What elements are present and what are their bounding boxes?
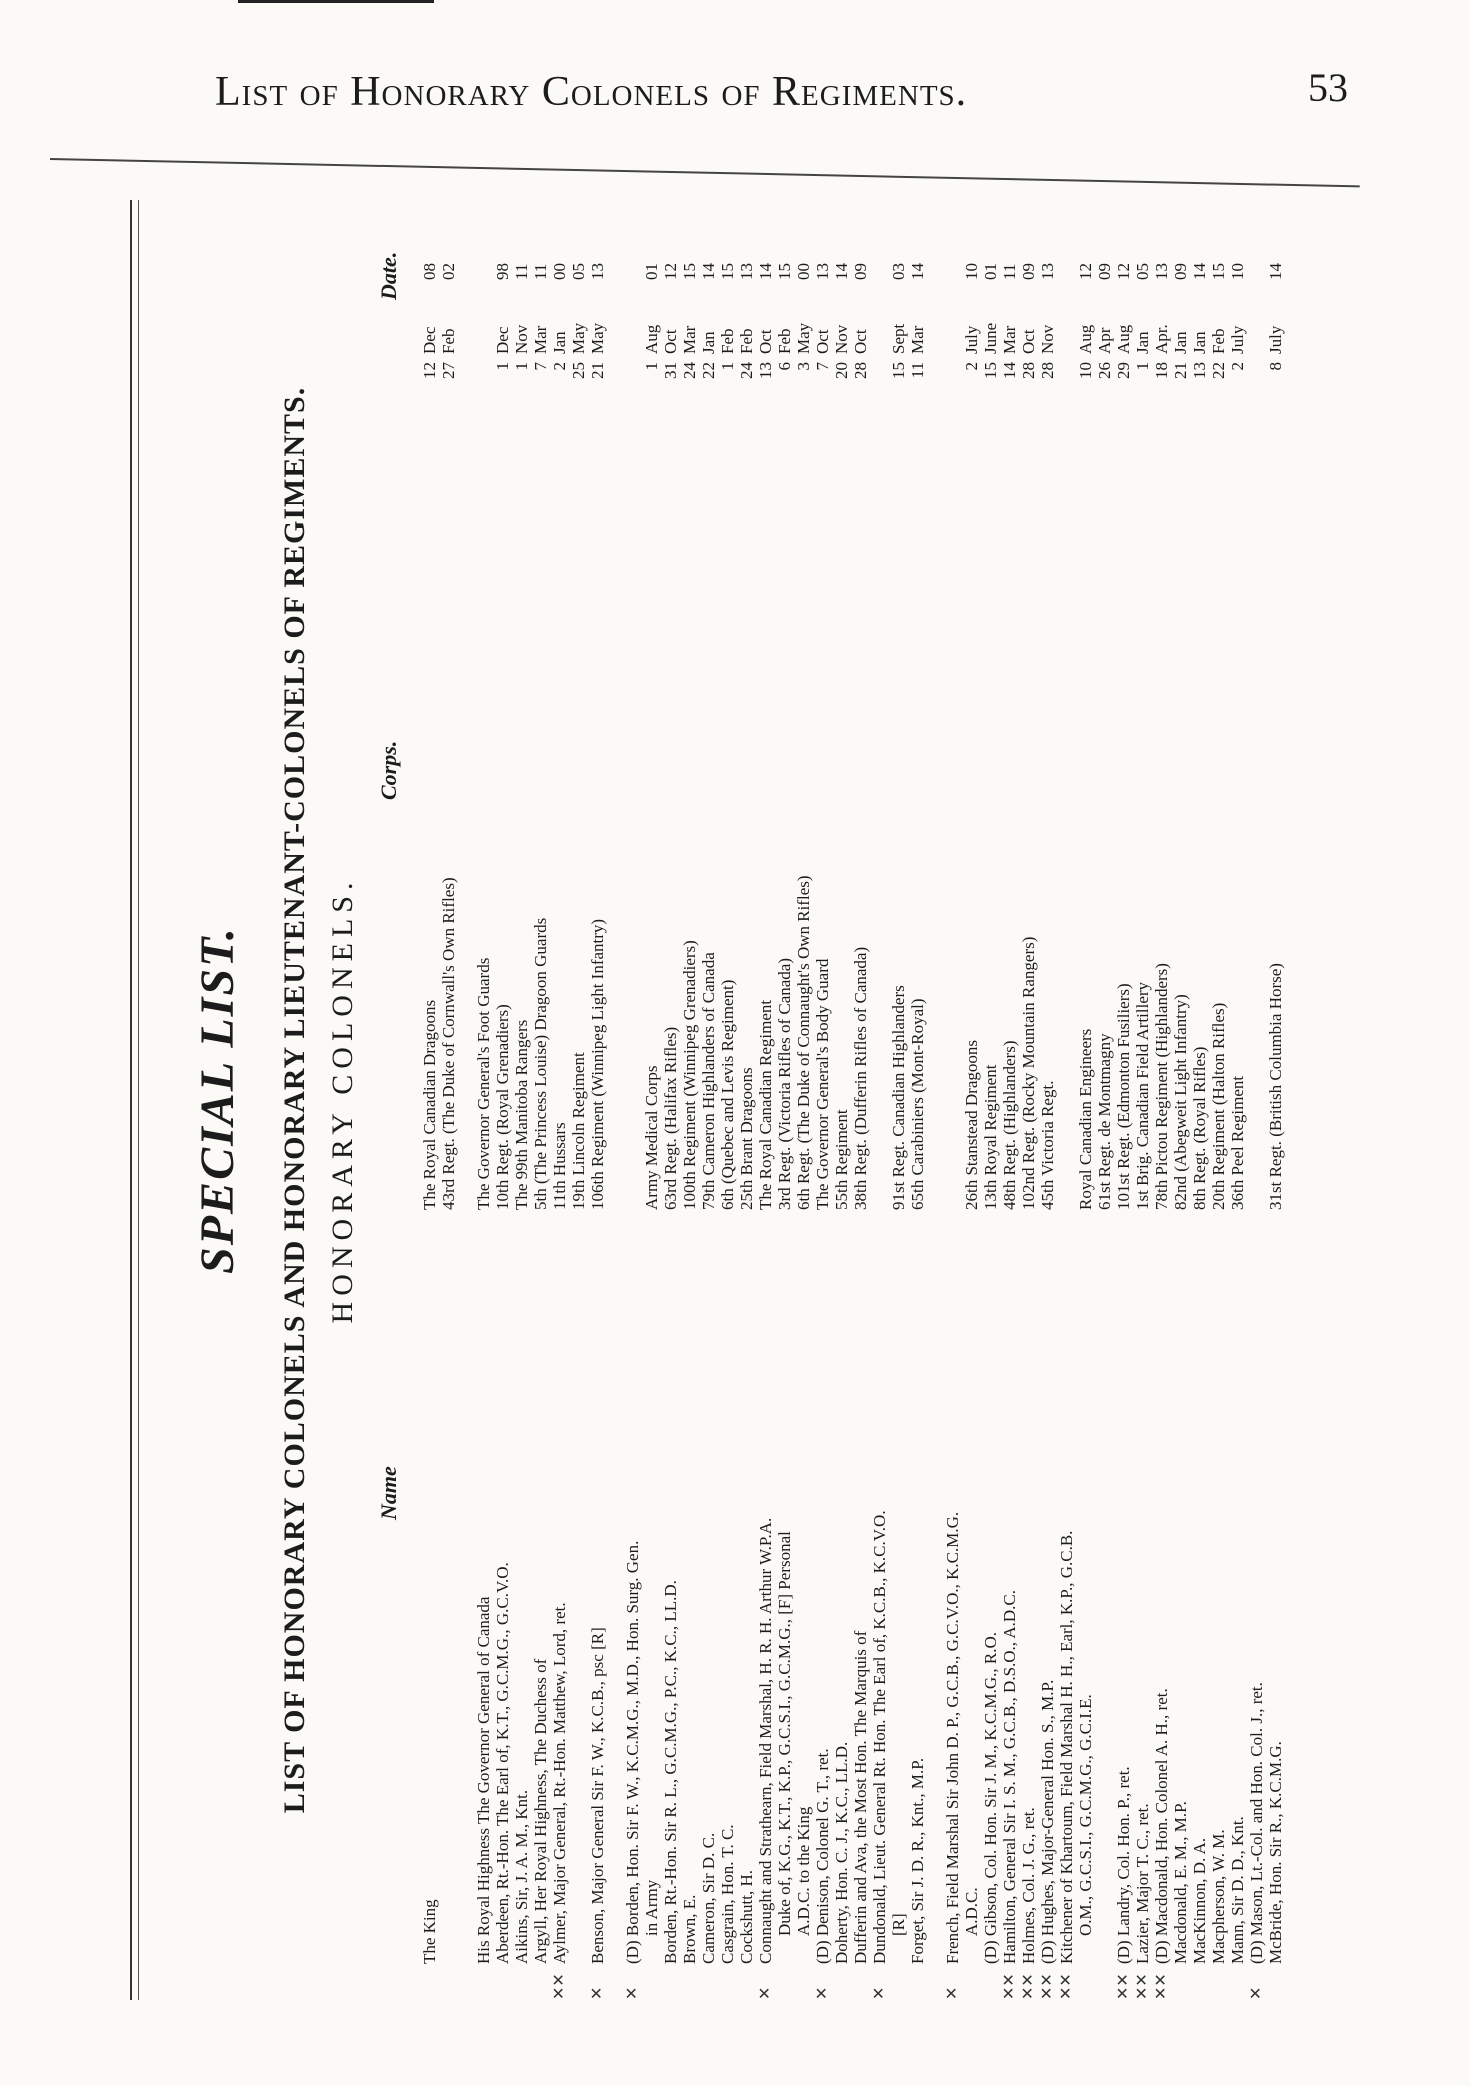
list-row — [794, 200, 813, 2000]
corps-name: 25th Brant Dragoons — [737, 1067, 756, 1210]
date-month: May — [588, 322, 607, 354]
double-rule — [130, 200, 132, 2000]
list-row — [870, 200, 889, 2000]
colonel-name: in Army — [642, 1879, 661, 1936]
date-year: 14 — [1190, 263, 1209, 280]
date-day: 8 — [1266, 362, 1285, 371]
date-day: 25 — [569, 362, 588, 379]
list-row — [1152, 200, 1171, 2000]
colonel-name: Aberdeen, Rt.-Hon. The Earl of, K.T., G.C.M.G., G.C.V.O. — [493, 1562, 512, 1964]
colonel-name: Lazier, Major T. C., ret. — [1133, 1803, 1152, 1964]
colonel-name: Casgrain, Hon. T. C. — [718, 1824, 737, 1964]
date-month: Jan — [1190, 331, 1209, 354]
date-month: Jan — [1133, 331, 1152, 354]
colonel-name: (D) Macdonald, Hon. Colonel A. H., ret. — [1152, 1688, 1171, 1964]
colonel-name: Brown, E. — [680, 1894, 699, 1964]
column-header-date: Date. — [376, 251, 401, 300]
date-month: Nov — [1038, 324, 1057, 354]
corps-name: 63rd Regt. (Halifax Rifles) — [661, 1026, 680, 1210]
date-day: 7 — [531, 362, 550, 371]
margin-mark: ✕ — [1248, 1986, 1265, 2000]
corps-name: 3rd Regt. (Victoria Rifles of Canada) — [775, 957, 794, 1210]
date-month: Oct — [813, 329, 832, 354]
list-row — [908, 200, 927, 2000]
colonel-name: Doherty, Hon. C. J., K.C., LL.D. — [832, 1741, 851, 1964]
date-month: Apr. — [1152, 324, 1171, 354]
corps-name: 82nd (Abegweit Light Infantry) — [1171, 994, 1190, 1210]
date-day: 12 — [420, 362, 439, 379]
list-row — [756, 200, 775, 2000]
list-row — [1114, 200, 1133, 2000]
corps-name: 55th Regiment — [832, 1109, 851, 1210]
date-month: June — [981, 322, 1000, 354]
list-row — [981, 200, 1000, 2000]
date-day: 1 — [718, 362, 737, 371]
column-header-name: Name — [376, 1466, 401, 1520]
colonel-name: (D) Gibson, Col. Hon. Sir J. M., K.C.M.G., R.O. — [981, 1632, 1000, 1964]
date-day: 18 — [1152, 362, 1171, 379]
column-header-corps: Corps. — [376, 740, 401, 800]
date-day: 11 — [908, 362, 927, 379]
colonel-name: Macdonald, E. M., M.P. — [1171, 1801, 1190, 1964]
date-year: 00 — [794, 263, 813, 280]
date-year: 01 — [642, 263, 661, 280]
corps-name: 79th Cameron Highlanders of Canada — [699, 952, 718, 1210]
colonel-name: Macpherson, W. M. — [1209, 1829, 1228, 1964]
colonel-name: Aylmer, Major General, Rt.-Hon. Matthew, Lord, ret. — [550, 1602, 569, 1964]
list-row — [813, 200, 832, 2000]
date-year: 03 — [889, 263, 908, 280]
date-day: 27 — [439, 362, 458, 379]
margin-mark: ✕✕ — [551, 1973, 568, 2000]
date-month: Dec — [420, 326, 439, 354]
colonel-name: Duke of, K.G., K.T., K.P., G.C.S.I., G.C.M.G., [F] Personal — [775, 1531, 794, 1936]
date-month: Nov — [512, 324, 531, 354]
list-group — [943, 200, 1285, 2000]
margin-mark: ✕✕ — [1134, 1973, 1151, 2000]
corps-name: 36th Peel Regiment — [1228, 1075, 1247, 1210]
date-day: 22 — [1209, 362, 1228, 379]
date-month: Jan — [550, 331, 569, 354]
colonel-name: Borden, Rt.-Hon. Sir R. L., G.C.M.G., P.C., K.C., LL.D. — [661, 1580, 680, 1964]
date-year: 10 — [1228, 263, 1247, 280]
corps-name: 106th Regiment (Winnipeg Light Infantry) — [588, 918, 607, 1210]
date-month: July — [962, 325, 981, 354]
list-row — [439, 200, 458, 2000]
date-day: 24 — [737, 362, 756, 379]
date-year: 10 — [962, 263, 981, 280]
top-rule — [238, 0, 434, 3]
list-row — [1171, 200, 1190, 2000]
date-month: Mar — [908, 325, 927, 354]
colonel-name: (D) Denison, Colonel G. T., ret. — [813, 1748, 832, 1964]
colonel-name: Hamilton, General Sir I. S. M., G.C.B., D.S.O., A.D.C. — [1000, 1590, 1019, 1964]
list-group — [420, 200, 458, 2000]
list-group — [474, 200, 607, 2000]
date-year: 13 — [813, 263, 832, 280]
date-day: 1 — [642, 362, 661, 371]
date-year: 13 — [588, 263, 607, 280]
date-year: 05 — [569, 263, 588, 280]
date-month: Sept — [889, 323, 908, 354]
date-year: 14 — [832, 263, 851, 280]
date-year: 11 — [531, 263, 550, 280]
date-month: Dec — [493, 326, 512, 354]
colonel-name: McBride, Hon. Sir R., K.C.M.G. — [1266, 1741, 1285, 1964]
date-day: 6 — [775, 362, 794, 371]
date-year: 15 — [680, 263, 699, 280]
date-month: Oct — [756, 329, 775, 354]
margin-mark: ✕ — [871, 1986, 888, 2000]
date-year: 05 — [1133, 263, 1152, 280]
list-row — [550, 200, 569, 2000]
date-month: Jan — [699, 331, 718, 354]
date-day: 1 — [512, 362, 531, 371]
date-year: 14 — [908, 263, 927, 280]
corps-name: 91st Regt. Canadian Highlanders — [889, 985, 908, 1210]
running-head: List of Honorary Colonels of Regiments. — [215, 69, 968, 115]
date-day: 21 — [1171, 362, 1190, 379]
date-month: Feb — [439, 328, 458, 354]
list-row — [569, 200, 588, 2000]
date-day: 28 — [851, 362, 870, 379]
date-year: 12 — [661, 263, 680, 280]
corps-name: 38th Regt. (Dufferin Rifles of Canada) — [851, 946, 870, 1210]
margin-mark: ✕ — [757, 1986, 774, 2000]
double-rule-inner — [138, 200, 139, 2000]
date-day: 31 — [661, 362, 680, 379]
list-row — [1133, 200, 1152, 2000]
corps-name: 65th Carabiniers (Mont-Royal) — [908, 998, 927, 1210]
colonel-name: (D) Mason, Lt.-Col. and Hon. Col. J., ret. — [1247, 1682, 1266, 1964]
list-row — [1057, 200, 1076, 2000]
date-day: 7 — [813, 362, 832, 371]
date-year: 98 — [493, 263, 512, 280]
date-day: 15 — [981, 362, 1000, 379]
list-row — [851, 200, 870, 2000]
date-day: 3 — [794, 362, 813, 371]
corps-name: 5th (The Princess Louise) Dragoon Guards — [531, 917, 550, 1210]
corps-name: 8th Regt. (Royal Rifles) — [1190, 1046, 1209, 1210]
corps-name: 11th Hussars — [550, 1122, 569, 1210]
date-month: Aug — [642, 324, 661, 354]
date-year: 09 — [1171, 263, 1190, 280]
colonel-name: Benson, Major General Sir F. W., K.C.B., psc [R] — [588, 1627, 607, 1964]
date-year: 13 — [1152, 263, 1171, 280]
date-month: Mar — [531, 325, 550, 354]
colonel-name: Dufferin and Ava, the Most Hon. The Marquis of — [851, 1630, 870, 1964]
corps-name: The Governor General's Body Guard — [813, 958, 832, 1210]
corps-name: The Governor General's Foot Guards — [474, 957, 493, 1210]
corps-name: 101st Regt. (Edmonton Fusiliers) — [1114, 983, 1133, 1210]
date-year: 14 — [756, 263, 775, 280]
margin-mark: ✕✕ — [1020, 1973, 1037, 2000]
corps-name: 43rd Regt. (The Duke of Cornwall's Own Rifles) — [439, 877, 458, 1210]
list-row — [642, 200, 661, 2000]
list-row — [943, 200, 962, 2000]
date-month: Feb — [718, 328, 737, 354]
list-row — [680, 200, 699, 2000]
colonel-name: Aikins, Sir, J. A. M., Knt. — [512, 1789, 531, 1964]
date-year: 08 — [420, 263, 439, 280]
colonel-name: Argyll, Her Royal Highness, The Duchess of — [531, 1658, 550, 1964]
margin-mark: ✕ — [624, 1986, 641, 2000]
colonel-name: (D) Landry, Col. Hon. P., ret. — [1114, 1766, 1133, 1964]
list-subtitle: HONORARY COLONELS. — [326, 876, 359, 1324]
corps-name: 1st Brig. Canadian Field Artillery — [1133, 981, 1152, 1210]
date-day: 10 — [1076, 362, 1095, 379]
margin-mark: ✕✕ — [1001, 1973, 1018, 2000]
list-row — [420, 200, 439, 2000]
date-day: 13 — [756, 362, 775, 379]
date-day: 24 — [680, 362, 699, 379]
date-day: 28 — [1038, 362, 1057, 379]
date-month: Apr — [1095, 327, 1114, 354]
date-day: 2 — [962, 362, 981, 371]
colonel-name: (D) Borden, Hon. Sir F. W., K.C.M.G., M.D., Hon. Surg. Gen. — [623, 1540, 642, 1964]
corps-name: 31st Regt. (British Columbia Horse) — [1266, 963, 1285, 1210]
date-day: 1 — [1133, 362, 1152, 371]
corps-name: 20th Regiment (Halton Rifles) — [1209, 1002, 1228, 1210]
corps-name: 10th Regt. (Royal Grenadiers) — [493, 1004, 512, 1210]
corps-name: 61st Regt. de Montmagny — [1095, 1033, 1114, 1210]
corps-name: 100th Regiment (Winnipeg Grenadiers) — [680, 940, 699, 1210]
date-month: Aug — [1076, 324, 1095, 354]
list-row — [512, 200, 531, 2000]
page-number: 53 — [1308, 65, 1348, 110]
corps-name: 102nd Regt. (Rocky Mountain Rangers) — [1019, 936, 1038, 1210]
colonels-list — [420, 200, 1301, 2000]
date-month: Mar — [1000, 325, 1019, 354]
date-year: 00 — [550, 263, 569, 280]
colonel-name: Connaught and Strathearn, Field Marshal, H. R. H. Arthur W.P.A. — [756, 1517, 775, 1964]
corps-name: 13th Royal Regiment — [981, 1064, 1000, 1210]
date-day: 20 — [832, 362, 851, 379]
date-year: 13 — [737, 263, 756, 280]
date-year: 09 — [1095, 263, 1114, 280]
corps-name: The 99th Manitoba Rangers — [512, 1019, 531, 1210]
date-month: May — [794, 322, 813, 354]
date-month: July — [1228, 325, 1247, 354]
colonel-name: His Royal Highness The Governor General of Canada — [474, 1596, 493, 1964]
colonel-name: French, Field Marshal Sir John D. P., G.C.B., G.C.V.O., K.C.M.G. — [943, 1511, 962, 1964]
date-year: 14 — [699, 263, 718, 280]
list-title: LIST OF HONORARY COLONELS AND HONORARY LIEUTENANT-COLONELS OF REGIMENTS. — [278, 386, 311, 1814]
corps-name: 45th Victoria Regt. — [1038, 1080, 1057, 1210]
corps-name: 19th Lincoln Regiment — [569, 1052, 588, 1210]
date-month: Jan — [1171, 331, 1190, 354]
date-year: 15 — [718, 263, 737, 280]
list-row — [737, 200, 756, 2000]
list-row — [1076, 200, 1095, 2000]
date-day: 14 — [1000, 362, 1019, 379]
colonel-name: Cockshutt, H. — [737, 1870, 756, 1964]
rotated-list-block — [130, 160, 1360, 2000]
corps-name: 6th (Quebec and Levis Regiment) — [718, 979, 737, 1210]
date-year: 12 — [1076, 263, 1095, 280]
colonel-name: O.M., G.C.S.I., G.C.M.G., G.C.I.E. — [1076, 1694, 1095, 1936]
date-month: Mar — [680, 325, 699, 354]
date-month: Feb — [1209, 328, 1228, 354]
colonel-name: A.D.C. — [962, 1887, 981, 1936]
margin-mark: ✕✕ — [1153, 1973, 1170, 2000]
list-row — [1247, 200, 1266, 2000]
date-month: Oct — [851, 329, 870, 354]
date-month: July — [1266, 325, 1285, 354]
date-month: Feb — [737, 328, 756, 354]
special-list-heading: SPECIAL LIST. — [191, 926, 244, 1274]
margin-mark: ✕✕ — [1058, 1973, 1075, 2000]
date-month: Oct — [1019, 329, 1038, 354]
margin-mark: ✕ — [944, 1986, 961, 2000]
list-row — [1209, 200, 1228, 2000]
date-year: 15 — [775, 263, 794, 280]
list-group — [623, 200, 927, 2000]
corps-name: 26th Stanstead Dragoons — [962, 1040, 981, 1210]
date-month: Oct — [661, 329, 680, 354]
list-row — [493, 200, 512, 2000]
margin-mark: ✕✕ — [1039, 1973, 1056, 2000]
list-row — [699, 200, 718, 2000]
date-month: Feb — [775, 328, 794, 354]
list-row — [1228, 200, 1247, 2000]
colonel-name: The King — [420, 1899, 439, 1964]
date-day: 26 — [1095, 362, 1114, 379]
date-day: 1 — [493, 362, 512, 371]
date-day: 13 — [1190, 362, 1209, 379]
list-row — [1095, 200, 1114, 2000]
date-year: 11 — [1000, 263, 1019, 280]
date-year: 15 — [1209, 263, 1228, 280]
date-month: Nov — [832, 324, 851, 354]
corps-name: Royal Canadian Engineers — [1076, 1028, 1095, 1210]
date-month: May — [569, 322, 588, 354]
colonel-name: Mann, Sir D. D., Knt. — [1228, 1816, 1247, 1964]
date-year: 14 — [1266, 263, 1285, 280]
date-day: 2 — [550, 362, 569, 371]
corps-name: { The Royal Canadian Regiment — [756, 450, 775, 1210]
list-row — [1038, 200, 1057, 2000]
list-row — [832, 200, 851, 2000]
date-day: 2 — [1228, 362, 1247, 371]
margin-mark: ✕ — [814, 1986, 831, 2000]
list-row — [588, 200, 607, 2000]
date-year: 09 — [851, 263, 870, 280]
date-year: 02 — [439, 263, 458, 280]
colonel-name: Kitchener of Khartoum, Field Marshal H. H., Earl, K.P., G.C.B. — [1057, 1530, 1076, 1964]
list-row — [718, 200, 737, 2000]
list-row — [962, 200, 981, 2000]
list-row — [889, 200, 908, 2000]
list-row — [1266, 200, 1285, 2000]
date-day: 15 — [889, 362, 908, 379]
margin-mark: ✕ — [589, 1986, 606, 2000]
colonel-name: Forget, Sir J. D. R., Knt., M.P. — [908, 1757, 927, 1964]
list-row — [775, 200, 794, 2000]
list-row — [1019, 200, 1038, 2000]
date-year: 12 — [1114, 263, 1133, 280]
date-year: 01 — [981, 263, 1000, 280]
date-day: 28 — [1019, 362, 1038, 379]
date-year: 11 — [512, 263, 531, 280]
date-year: 09 — [1019, 263, 1038, 280]
date-day: 29 — [1114, 362, 1133, 379]
list-row — [1190, 200, 1209, 2000]
corps-name: 48th Regt. (Highlanders) — [1000, 1040, 1019, 1210]
corps-name: 78th Pictou Regiment (Highlanders) — [1152, 963, 1171, 1210]
date-day: 22 — [699, 362, 718, 379]
list-row — [623, 200, 642, 2000]
colonel-name: A.D.C. to the King — [794, 1806, 813, 1936]
list-row — [661, 200, 680, 2000]
column-headers — [376, 200, 416, 2000]
margin-mark: ✕✕ — [1115, 1973, 1132, 2000]
colonel-name: MacKinnon, D. A. — [1190, 1837, 1209, 1964]
colonel-name: Holmes, Col. J. G., ret. — [1019, 1807, 1038, 1964]
corps-name: 6th Regt. (The Duke of Connaught's Own Rifles) — [794, 875, 813, 1210]
date-month: Aug — [1114, 324, 1133, 354]
corps-name: { The Royal Canadian Dragoons — [420, 450, 439, 1210]
corps-name: Army Medical Corps — [642, 1065, 661, 1210]
list-row — [474, 200, 493, 2000]
colonel-name: [R] — [889, 1913, 908, 1936]
date-day: 21 — [588, 362, 607, 379]
date-year: 13 — [1038, 263, 1057, 280]
colonel-name: (D) Hughes, Major-General Hon. S., M.P. — [1038, 1679, 1057, 1964]
list-row — [1000, 200, 1019, 2000]
list-row — [531, 200, 550, 2000]
colonel-name: Dundonald, Lieut. General Rt. Hon. The Earl of, K.C.B., K.C.V.O. — [870, 1510, 889, 1964]
colonel-name: Cameron, Sir D. C. — [699, 1832, 718, 1964]
